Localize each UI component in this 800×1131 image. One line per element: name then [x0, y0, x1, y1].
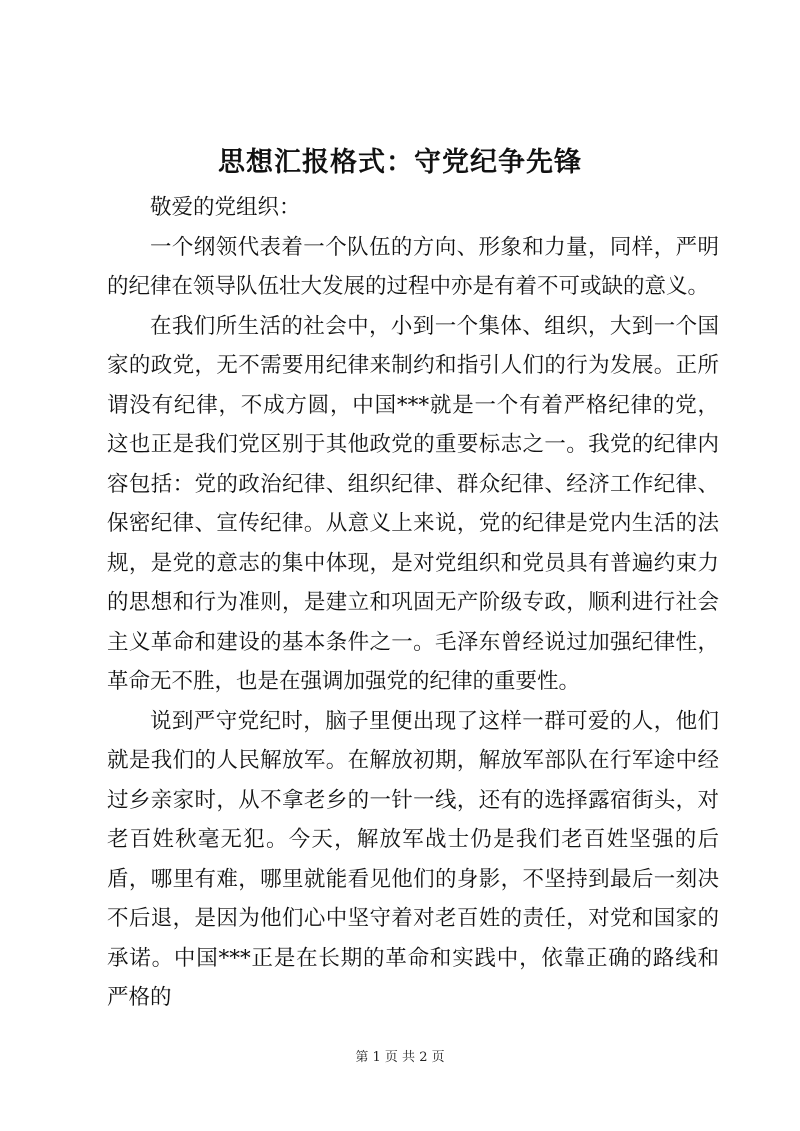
paragraph: 在我们所生活的社会中，小到一个集体、组织，大到一个国家的政党，无不需要用纪律来制约和指引人们的行为发展。正所谓没有纪律，不成方圆，中国***就是一个有着严格纪律的党，这也正是我们党区别于其他政党的重要标志之一。我党的纪律内容包括：党的政治纪律、组织纪律、群众纪律、经济工作纪律、保密纪律、宣传纪律。从意义上来说，党的纪律是党内生活的法规，是党的意志的集中体现，是对党组织和党员具有普遍约束力的思想和行为准则，是建立和巩固无产阶级专政，顺利进行社会主义革命和建设的基本条件之一。毛泽东曾经说过加强纪律性，革命无不胜，也是在强调加强党的纪律的重要性。 [107, 313, 719, 694]
paragraph: 说到严守党纪时，脑子里便出现了这样一群可爱的人，他们就是我们的人民解放军。在解放初期，解放军部队在行军途中经过乡亲家时，从不拿老乡的一针一线，还有的选择露宿街头，对老百姓秋毫无犯。今天，解放军战士仍是我们老百姓坚强的后盾，哪里有难，哪里就能看见他们的身影，不坚持到最后一刻决不后退，是因为他们心中坚守着对老百姓的责任，对党和国家的承诺。中国***正是在长期的革命和实践中，依靠正确的路线和严格的 [107, 708, 719, 1010]
document-body [107, 188, 719, 1018]
paragraph: 一个纲领代表着一个队伍的方向、形象和力量，同样，严明的纪律在领导队伍壮大发展的过程中亦是有着不可或缺的意义。 [107, 234, 719, 299]
salutation: 敬爱的党组织： [150, 195, 301, 220]
page-footer: 第 1 页 共 2 页 [355, 1050, 445, 1065]
document-title: 思想汇报格式：守党纪争先锋 [218, 147, 582, 178]
